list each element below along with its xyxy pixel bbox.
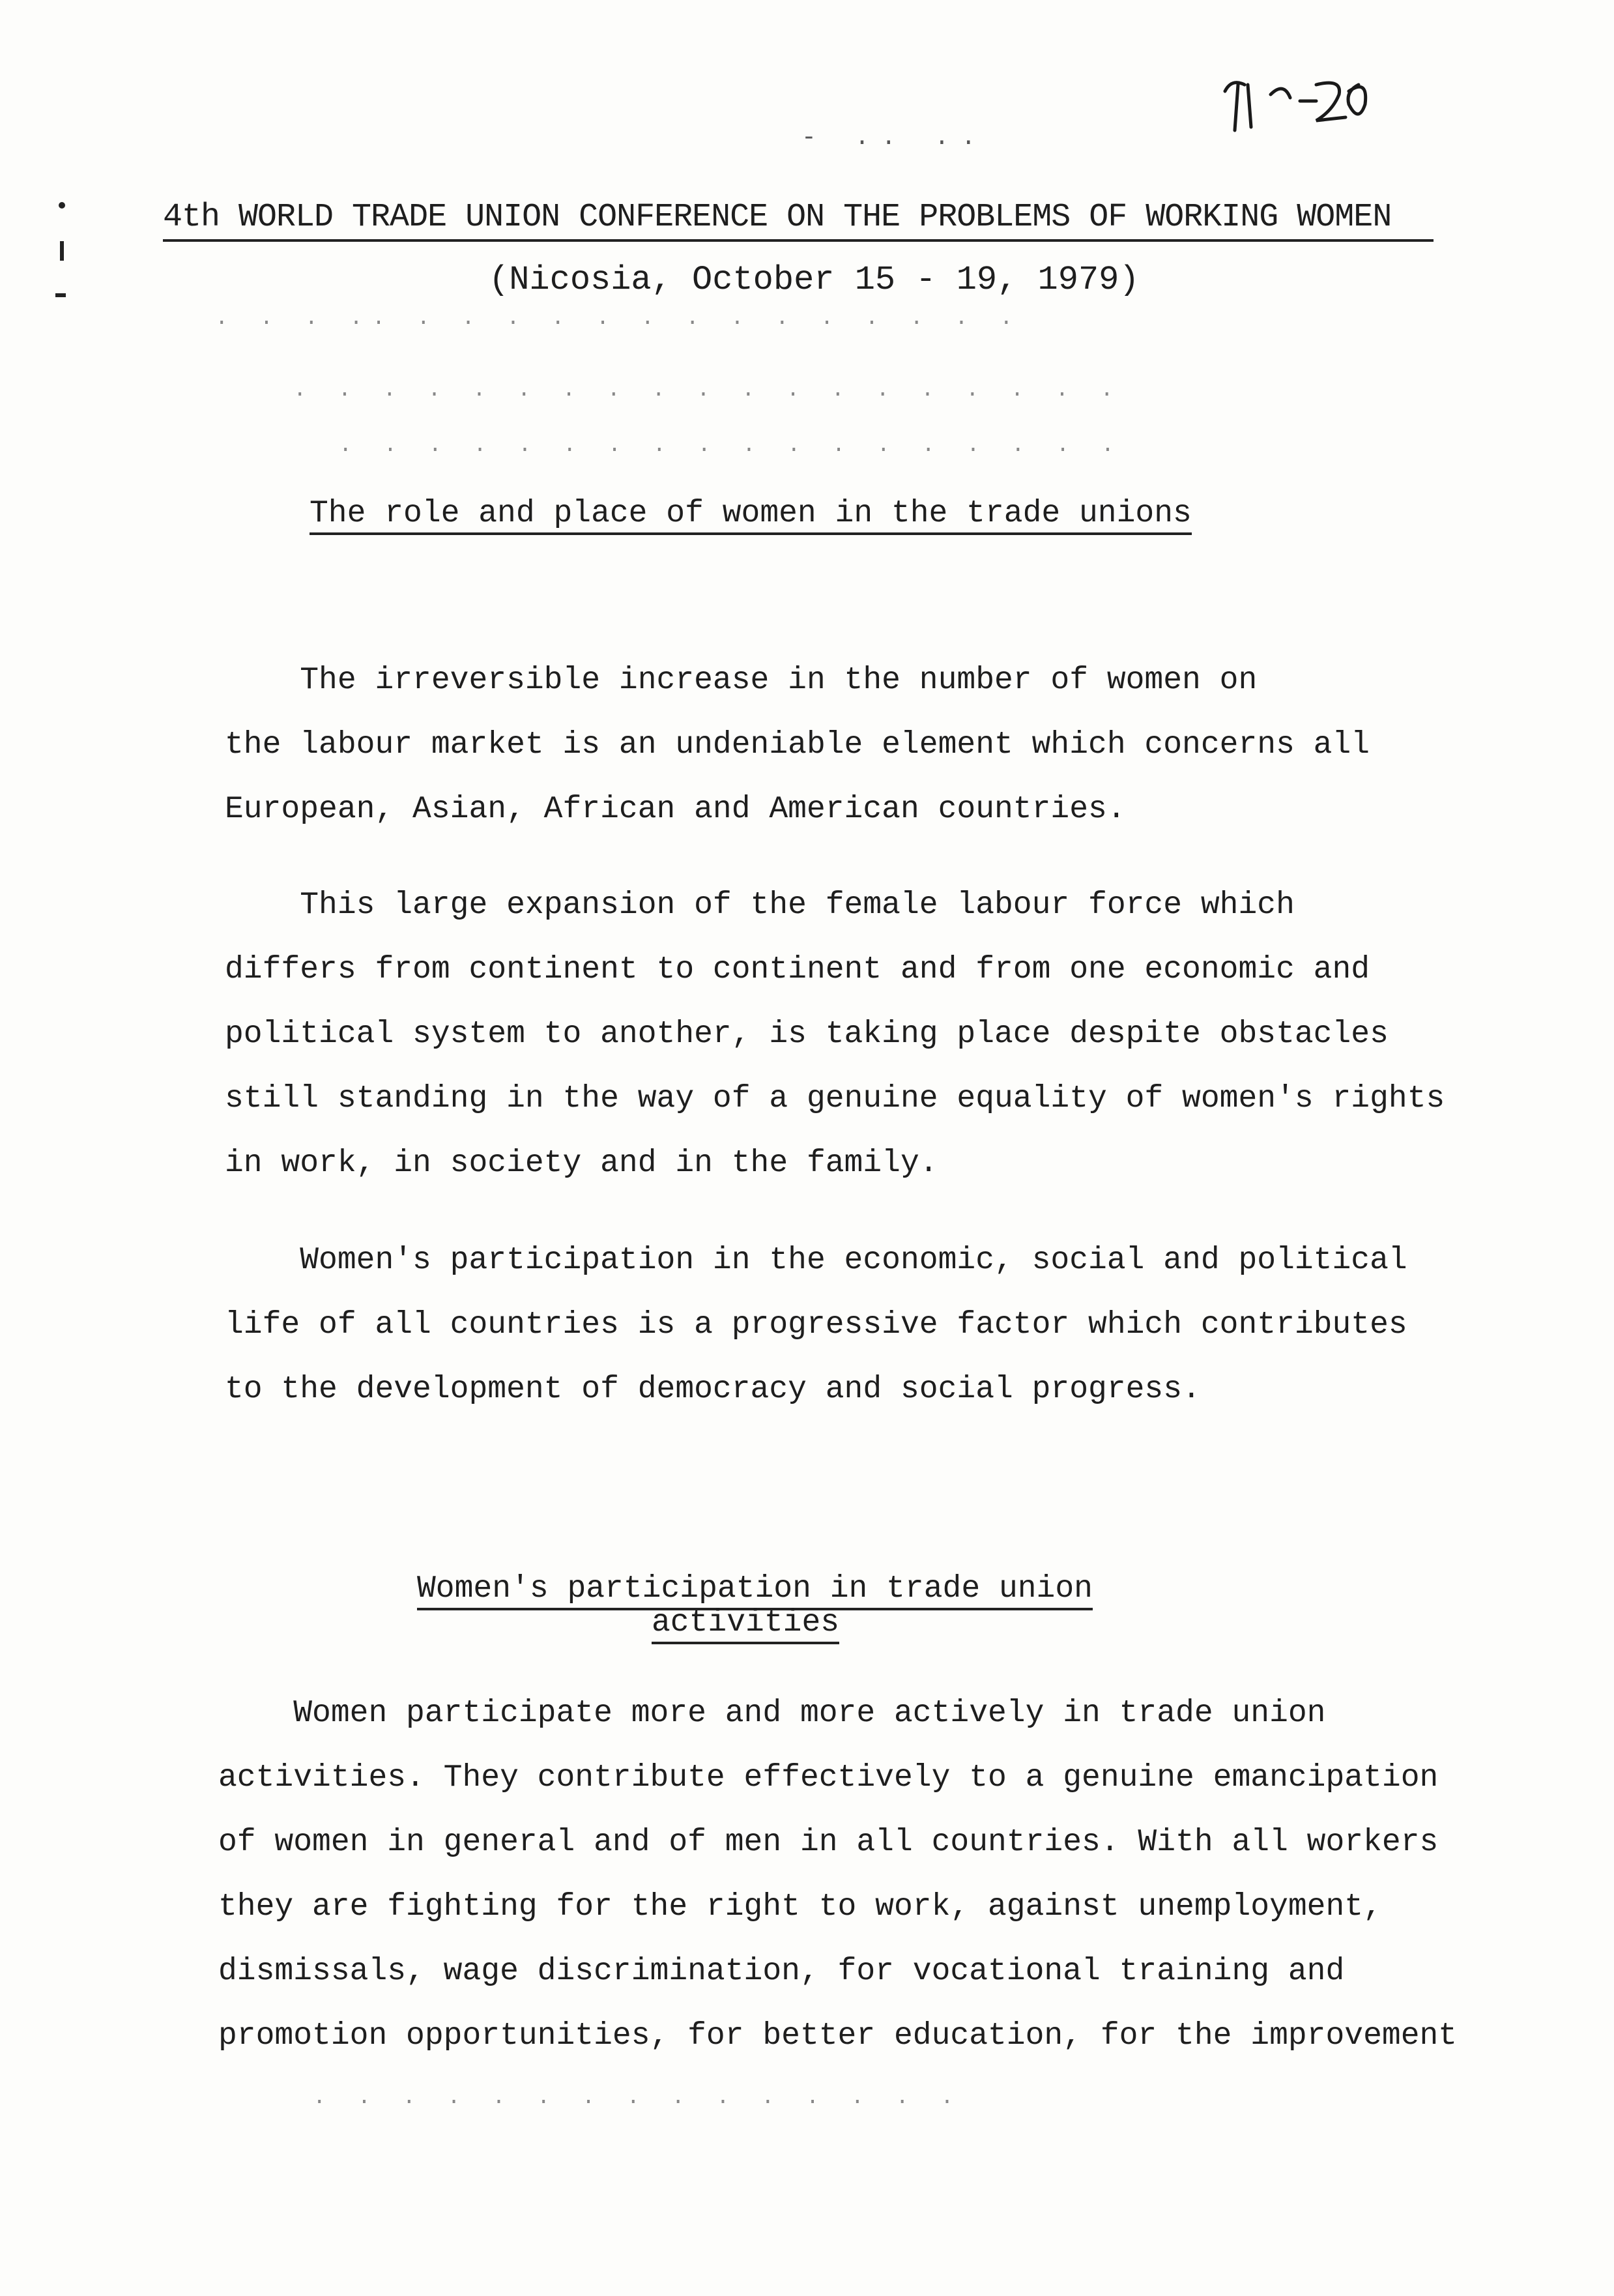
- text-line: to the development of democracy and social progress.: [225, 1372, 1201, 1407]
- section-heading-role-and-place: [310, 495, 1192, 532]
- scan-noise: . . . .. . . . . . . . . . . . . . .: [215, 306, 1022, 331]
- text-line: Women participate more and more actively in trade union: [218, 1696, 1326, 1731]
- text-line: in work, in society and in the family.: [225, 1146, 938, 1181]
- paragraph: [225, 873, 1445, 1196]
- binding-marks: [52, 196, 72, 313]
- text-line: still standing in the way of a genuine equality of women's rights: [225, 1081, 1445, 1116]
- conference-subtitle: (Nicosia, October 15 - 19, 1979): [489, 261, 1140, 299]
- text-line: of women in general and of men in all countries. With all workers: [218, 1825, 1439, 1860]
- text-line: dismissals, wage discrimination, for vocational training and: [218, 1954, 1345, 1989]
- paragraph: [218, 1681, 1457, 2069]
- page-top-mark: - .. ..: [801, 124, 988, 152]
- section-heading-text: The role and place of women in the trade unions: [310, 496, 1192, 535]
- text-line: differs from continent to continent and from one economic and: [225, 952, 1370, 987]
- text-line: This large expansion of the female labour force which: [225, 888, 1295, 923]
- text-line: The irreversible increase in the number of women on: [225, 663, 1258, 698]
- text-line: life of all countries is a progressive factor which contributes: [225, 1307, 1407, 1343]
- conference-title: 4th WORLD TRADE UNION CONFERENCE ON THE PROBLEMS OF WORKING WOMEN: [163, 199, 1434, 242]
- handwritten-reference-mark: [1218, 65, 1375, 137]
- section-heading-participation-line2: [652, 1605, 839, 1641]
- text-line: Women's participation in the economic, social and political: [225, 1243, 1407, 1278]
- text-line: the labour market is an undeniable element which concerns all: [225, 727, 1370, 763]
- paragraph: [225, 1228, 1407, 1422]
- paragraph: [225, 648, 1370, 842]
- text-line: promotion opportunities, for better education, for the improvement: [218, 2018, 1458, 2054]
- section-heading-text: Women's participation in trade union: [417, 1571, 1093, 1610]
- scan-noise: . . . . . . . . . . . . . . .: [313, 2085, 963, 2110]
- scan-noise: . . . . . . . . . . . . . . . . . . .: [293, 378, 1123, 403]
- text-line: activities. They contribute effectively to a genuine emancipation: [218, 1760, 1439, 1795]
- text-line: European, Asian, African and American countries.: [225, 792, 1126, 827]
- scan-noise: . . . . . . . . . . . . . . . . . .: [339, 433, 1124, 458]
- section-heading-text: activities: [652, 1605, 839, 1644]
- section-heading-participation: [417, 1571, 1093, 1607]
- text-line: political system to another, is taking place despite obstacles: [225, 1017, 1389, 1052]
- text-line: they are fighting for the right to work, against unemployment,: [218, 1889, 1382, 1925]
